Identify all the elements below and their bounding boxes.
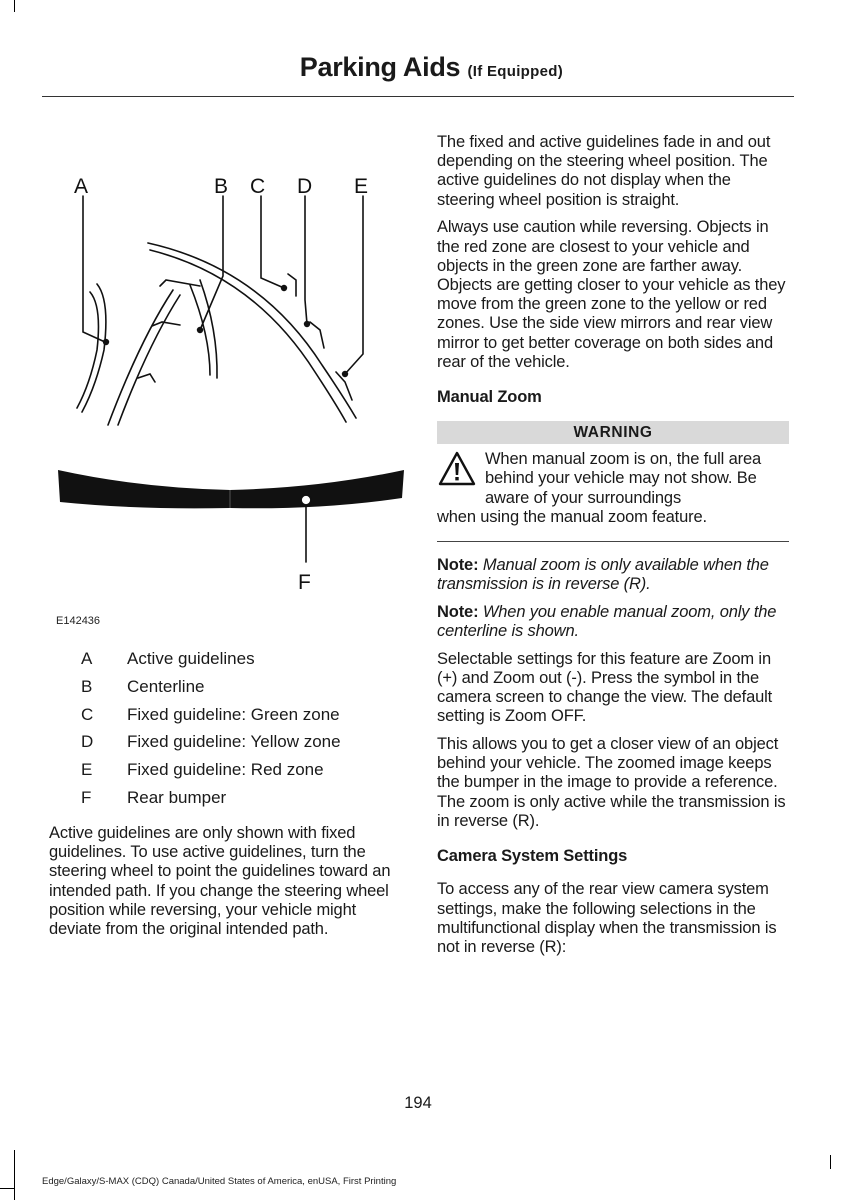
centerline-tick-top xyxy=(160,280,200,286)
active-guideline-inner xyxy=(77,292,98,408)
paragraph-active-guidelines: Active guidelines are only shown with fixed guidelines. To use active guidelines, turn the steering wheel to point the guidelines toward an intended path. If you change the steering wheel position while reversing, your vehicle might deviate from the original intended path. xyxy=(49,824,391,939)
legend-key: B xyxy=(81,676,93,696)
camera-guidelines-figure xyxy=(40,150,420,640)
paragraph-access-settings: To access any of the rear view camera system settings, make the following selections in the multifunctional display when the transmission is not in reverse (R): xyxy=(437,880,777,956)
legend-text: Fixed guideline: Red zone xyxy=(127,760,324,780)
fixed-guideline-inner xyxy=(150,250,346,422)
legend-item xyxy=(81,676,421,704)
leader-line-d xyxy=(305,196,307,324)
figure-label-d: D xyxy=(297,175,313,198)
centerline-tick-low xyxy=(138,374,155,382)
legend-text: Fixed guideline: Yellow zone xyxy=(127,732,341,752)
marker-dot-c xyxy=(281,285,287,291)
page-title-text: Parking Aids xyxy=(299,52,461,82)
figure-label-a: A xyxy=(74,175,89,198)
legend-item xyxy=(81,704,421,732)
legend-item xyxy=(81,648,421,676)
header-divider xyxy=(42,96,794,97)
legend-text: Active guidelines xyxy=(127,649,255,668)
warning-text-a: When manual zoom is on, the full area behind your vehicle may not show. Be aware of your surroundings xyxy=(485,450,762,507)
centerline-tick-mid xyxy=(152,322,180,326)
yellow-zone-marker xyxy=(310,322,324,348)
warning-body xyxy=(437,450,789,527)
page-title xyxy=(300,52,563,83)
figure-label-c: C xyxy=(250,175,266,198)
paragraph-caution: Always use caution while reversing. Objects in the red zone are closest to your vehicle and objects in the green zone are farther away. Objects are getting closer to your vehicle as they move from the green zone to the yellow or red zones. Use the side view mirrors and rear view mirror to get better coverage on both sides and rear of the vehicle. xyxy=(437,218,786,371)
legend-key: C xyxy=(81,704,94,724)
marker-dot-b xyxy=(197,327,203,333)
marker-dot-a xyxy=(103,339,109,345)
legend-key: A xyxy=(81,649,93,668)
crop-mark xyxy=(14,0,15,12)
note-label: Note: xyxy=(437,602,479,621)
figure-label-f: F xyxy=(298,571,311,594)
figure-code: E142436 xyxy=(56,615,101,627)
paragraph-fade: The fixed and active guidelines fade in and out depending on the steering wheel position. The active guidelines do not display when the steering wheel position is straight. xyxy=(437,133,771,209)
legend-item xyxy=(81,787,421,815)
crop-mark xyxy=(0,1188,14,1189)
warning-text-b: when using the manual zoom feature. xyxy=(437,507,707,526)
active-guideline-outer xyxy=(82,284,106,412)
figure-label-b: B xyxy=(214,175,229,198)
marker-dot-d xyxy=(304,321,310,327)
heading-manual-zoom: Manual Zoom xyxy=(437,387,542,406)
legend-text: Rear bumper xyxy=(127,787,227,807)
fixed-guideline-outer xyxy=(148,243,356,418)
centerline-left-inner xyxy=(118,295,180,425)
paragraph-selectable-settings: Selectable settings for this feature are Zoom in (+) and Zoom out (-). Press the symbol in the camera screen to change the view. The default setting is Zoom OFF. xyxy=(437,649,773,726)
warning-divider xyxy=(437,541,789,542)
legend-text: Fixed guideline: Green zone xyxy=(127,704,340,724)
legend-key: F xyxy=(81,787,92,807)
legend-key: D xyxy=(81,732,94,752)
centerline-left-outer xyxy=(108,290,173,425)
note-text: Manual zoom is only available when the transmission is in reverse (R). xyxy=(437,555,769,594)
footer-text: Edge/Galaxy/S-MAX (CDQ) Canada/United States of America, enUSA, First Printing xyxy=(42,1176,397,1187)
warning-title: WARNING xyxy=(437,421,789,444)
figure-legend xyxy=(81,648,421,815)
warning-triangle-icon xyxy=(437,450,477,488)
paragraph-closer-view: This allows you to get a closer view of an object behind your vehicle. The zoomed image keeps the bumper in the image to provide a reference. The zoom is only active while the transmission is in reverse (R). xyxy=(437,735,786,830)
note-centerline xyxy=(437,603,789,641)
rear-bumper-shape xyxy=(58,470,404,508)
note-zoom-reverse xyxy=(437,556,789,594)
legend-item xyxy=(81,731,421,759)
leader-line-a xyxy=(83,196,105,342)
page-number: 194 xyxy=(404,1094,432,1112)
marker-dot-f xyxy=(301,495,311,505)
guidelines-diagram xyxy=(40,150,420,640)
crop-mark xyxy=(830,1155,831,1169)
leader-line-c xyxy=(261,196,284,288)
figure-label-e: E xyxy=(354,175,369,198)
leader-line-b xyxy=(200,196,223,330)
note-label: Note: xyxy=(437,555,479,574)
marker-dot-e xyxy=(342,371,348,377)
heading-camera-settings: Camera System Settings xyxy=(437,847,628,866)
leader-line-e xyxy=(345,196,363,374)
left-column xyxy=(49,824,404,948)
legend-item xyxy=(81,759,421,787)
green-zone-marker xyxy=(288,274,296,296)
page-subtitle: (If Equipped) xyxy=(467,63,563,80)
note-text: When you enable manual zoom, only the centerline is shown. xyxy=(437,602,777,641)
right-column xyxy=(437,133,789,966)
legend-key: E xyxy=(81,760,93,780)
crop-mark xyxy=(14,1150,15,1200)
legend-text: Centerline xyxy=(127,676,205,696)
